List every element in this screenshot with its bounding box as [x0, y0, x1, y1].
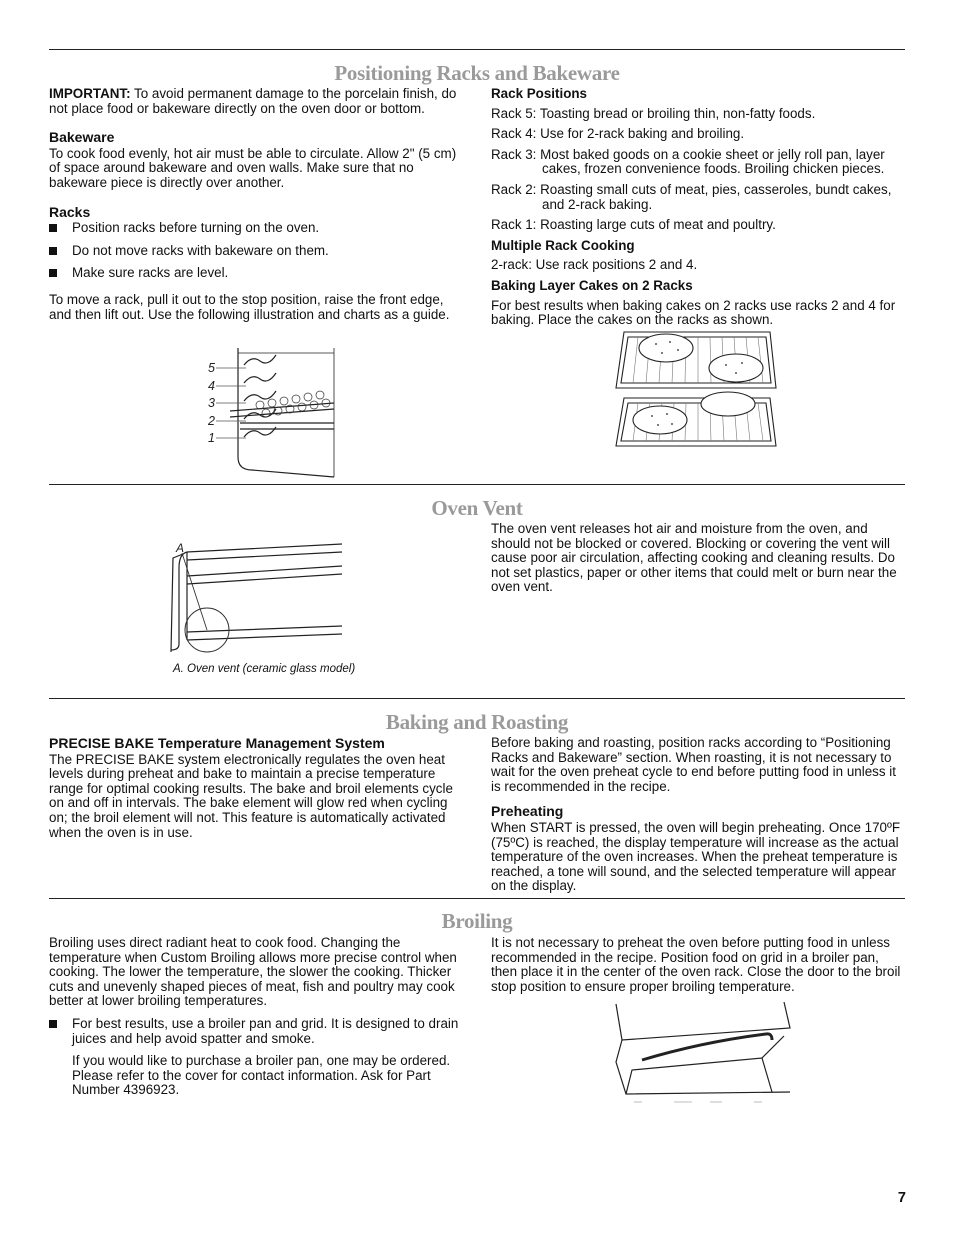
- section-divider: [49, 49, 905, 50]
- vent-caption: A. Oven vent (ceramic glass model): [173, 663, 356, 675]
- list-item: Position racks before turning on the oven.: [49, 221, 467, 236]
- multi-rack-text: 2-rack: Use rack positions 2 and 4.: [491, 257, 698, 273]
- vent-text: The oven vent releases hot air and moisture from the oven, and should not be blocked or covered. Blocking or covering the vent will cause poor air circulation, affecting cooking and cleaning results. Do not set plastics, paper or other items that could melt or burn near the oven vent.: [491, 521, 897, 595]
- rack-position-item: Rack 4: Use for 2-rack baking and broiling.: [491, 126, 745, 142]
- broiler-pan-order-text: If you would like to purchase a broiler pan, one may be ordered. Please refer to the cover for contact information. Ask for Part Number 4396923.: [72, 1053, 451, 1098]
- baking-right-column: [491, 736, 905, 900]
- racks-right-column: [491, 87, 905, 334]
- section-title-baking: Baking and Roasting: [385, 710, 569, 734]
- baking-left-column: [49, 736, 467, 846]
- rack-position-item: Rack 1: Roasting large cuts of meat and poultry.: [491, 217, 776, 233]
- precise-bake-heading: PRECISE BAKE Temperature Management System: [49, 735, 385, 751]
- rack-label: 3: [208, 396, 215, 410]
- list-item: Do not move racks with bakeware on them.: [49, 244, 467, 259]
- bullet-square-icon: [49, 1020, 57, 1028]
- vent-text-column: [491, 522, 905, 601]
- section-title-vent: Oven Vent: [431, 496, 523, 520]
- important-note: IMPORTANT: To avoid permanent damage to the porcelain finish, do not place food or bakeware directly on the oven door or bottom.: [49, 86, 457, 116]
- layer-cakes-heading: Baking Layer Cakes on 2 Racks: [491, 277, 693, 293]
- preheating-text: When START is pressed, the oven will begin preheating. Once 170ºF (75ºC) is reached, the display temperature will increase as the actual temperature of the oven increases. When the preheat temperature is reached, a tone will sound, and the selected temperature will appear on the display.: [491, 819, 901, 894]
- vent-marker-label: A: [176, 541, 185, 555]
- broiling-left-column: [49, 936, 467, 1104]
- oven-vent-illustration: [165, 540, 350, 665]
- rack-position-item: Rack 5: Toasting bread or broiling thin, non-fatty foods.: [491, 105, 816, 121]
- multi-rack-heading: Multiple Rack Cooking: [491, 237, 635, 253]
- section-title-racks: Positioning Racks and Bakeware: [334, 61, 620, 85]
- broiling-right-column: [491, 936, 905, 1000]
- rack-label: 4: [208, 379, 215, 393]
- rack-position-item: Rack 2: Roasting small cuts of meat, pies, casseroles, bundt cakes, and 2-rack baking.: [491, 181, 892, 212]
- preheating-heading: Preheating: [491, 803, 564, 820]
- list-item: For best results, use a broiler pan and grid. It is designed to drain juices and help avoid spatter and smoke.: [49, 1017, 467, 1046]
- precise-bake-text: The PRECISE BAKE system electronically regulates the oven heat levels during preheat and bake to maintain a precise temperature range for optimal cooking results. The bake and broil elements cycle on and off in intervals. The bake element will glow red when cycling on; the broil element will not. This feature is automatically activated when the oven is in use.: [49, 751, 453, 840]
- list-item: Make sure racks are level.: [49, 266, 467, 281]
- broiling-right-text: It is not necessary to preheat the oven before putting food in unless recommended in the recipe. Position food on grid in a broiler pan, then place it in the center of the oven rack. Close the door to the broil stop position to ensure proper broiling temperature.: [491, 935, 901, 994]
- bakeware-heading: Bakeware: [49, 129, 115, 146]
- rack-positions-illustration: [200, 345, 340, 480]
- rack-positions-heading: Rack Positions: [491, 86, 587, 101]
- racks-left-column: [49, 87, 467, 328]
- broiling-intro-text: Broiling uses direct radiant heat to cook food. Changing the temperature when Custom Broiling allows more precise control when cooking. The lower the temperature, the slower the cooking. Thicker cuts and unevenly shaped pieces of meat, fish and poultry may cook better at lower broiling temperatures.: [49, 935, 457, 1009]
- before-baking-text: Before baking and roasting, position racks according to “Positioning Racks and Bakeware” section. When roasting, it is not necessary to wait for the oven preheat cycle to end before putting food in unless it is recommended in the recipe.: [491, 735, 896, 794]
- rack-label: 5: [208, 361, 215, 375]
- rack-label: 2: [208, 414, 215, 428]
- bakeware-text: To cook food evenly, hot air must be able to circulate. Allow 2" (5 cm) of space around bakeware and oven walls. Make sure that no bakeware piece is directly over another.: [49, 145, 457, 190]
- rack-position-item: Rack 3: Most baked goods on a cookie sheet or jelly roll pan, layer cakes, frozen convenience foods. Broiling chicken pieces.: [491, 146, 885, 177]
- rack-label: 1: [208, 431, 215, 445]
- section-divider: [49, 484, 905, 485]
- broil-stop-door-illustration: [612, 1000, 792, 1105]
- bullet-square-icon: [49, 247, 57, 255]
- layer-cakes-racks-illustration: [612, 328, 782, 453]
- racks-heading: Racks: [49, 203, 91, 220]
- bullet-square-icon: [49, 269, 57, 277]
- section-title-broiling: Broiling: [441, 909, 513, 933]
- section-divider: [49, 898, 905, 899]
- page-number: 7: [897, 1190, 906, 1206]
- bullet-square-icon: [49, 224, 57, 232]
- section-divider: [49, 698, 905, 699]
- layer-cakes-text: For best results when baking cakes on 2 racks use racks 2 and 4 for baking. Place the cakes on the racks as shown.: [491, 297, 896, 328]
- move-rack-text: To move a rack, pull it out to the stop position, raise the front edge, and then lift out. Use the following illustration and charts as a guide.: [49, 291, 450, 322]
